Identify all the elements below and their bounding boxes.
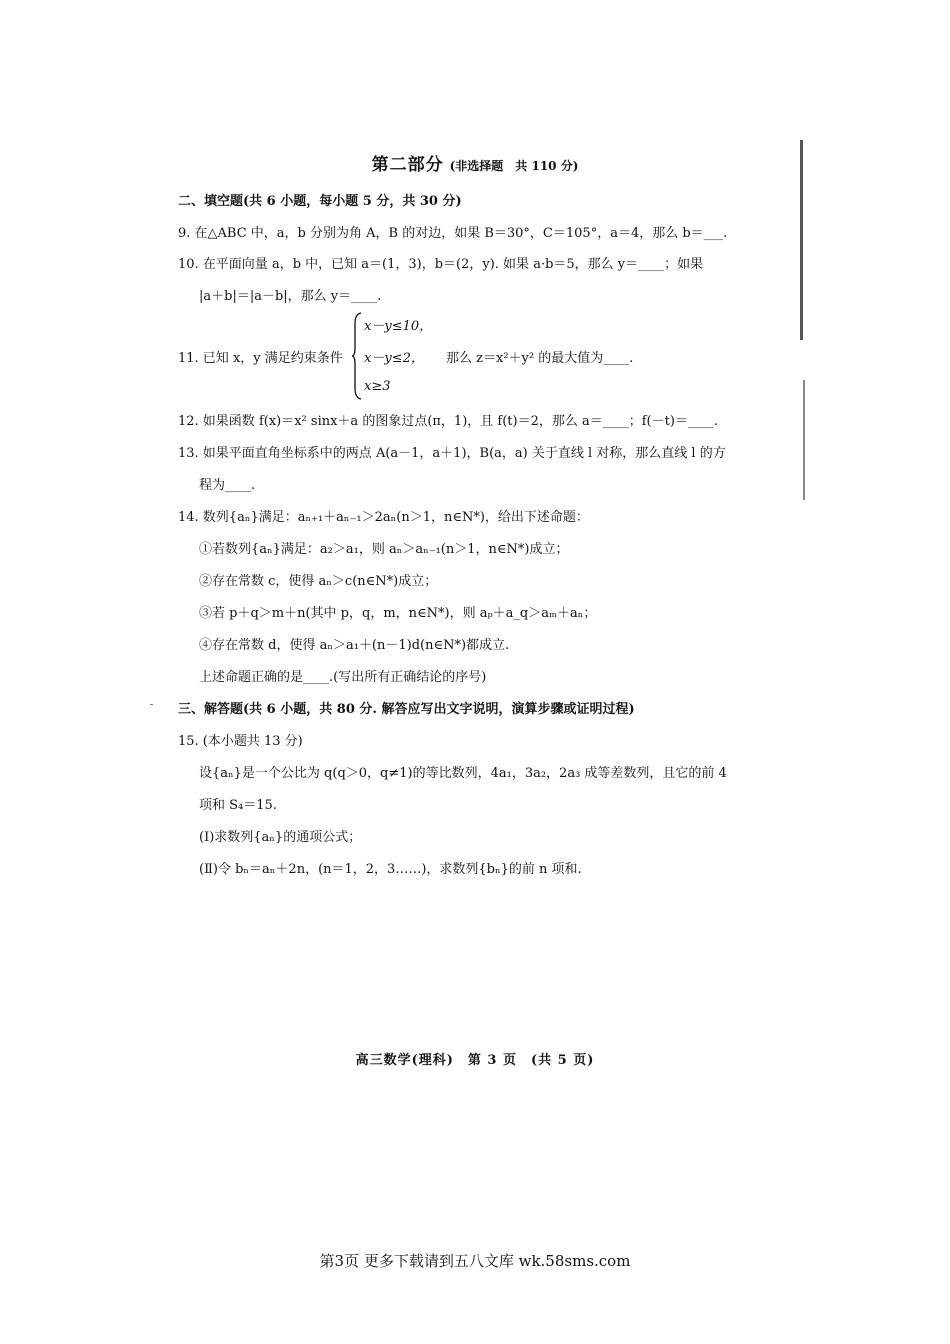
scan-speck [150, 704, 153, 705]
section3-header: 三、解答题(共 6 小题，共 80 分. 解答应写出文字说明，演算步骤或证明过程) [178, 702, 635, 717]
constraint-1: x－y≤10， [364, 319, 433, 334]
question-14-tail: 上述命题正确的是____.(写出所有正确结论的序号) [199, 670, 487, 685]
constraint-3: x≥3 [364, 379, 391, 394]
question-14-option-1: ①若数列{aₙ}满足：a₂＞a₁，则 aₙ＞aₙ₋₁(n＞1，n∈N*)成立； [199, 542, 569, 557]
question-10-line1: 10. 在平面向量 a，b 中，已知 a＝(1，3)，b＝(2，y). 如果 a·b＝5，那么 y＝____；如果 [178, 257, 704, 272]
question-15-line2: 项和 S₄＝15. [199, 798, 277, 813]
brace-icon [352, 312, 362, 400]
question-14-stem: 14. 数列{aₙ}满足：aₙ₊₁＋aₙ₋₁＞2aₙ(n＞1，n∈N*)，给出下述命题： [178, 510, 589, 525]
question-15-part-2: (Ⅱ)令 bₙ＝aₙ＋2n，(n＝1，2，3……)，求数列{bₙ}的前 n 项和. [199, 862, 582, 877]
question-14-option-4: ④存在常数 d，使得 aₙ＞a₁＋(n－1)d(n∈N*)都成立. [199, 638, 510, 653]
download-watermark: 第3页 更多下载请到五八文库 wk.58sms.com [319, 1252, 631, 1270]
section2-header: 二、填空题(共 6 小题，每小题 5 分，共 30 分) [178, 194, 462, 209]
question-15-title: 15. (本小题共 13 分) [178, 734, 303, 749]
question-13-line1: 13. 如果平面直角坐标系中的两点 A(a－1，a＋1)，B(a，a) 关于直线 l 对称，那么直线 l 的方 [178, 446, 726, 461]
part-title-main: 第二部分 [371, 155, 444, 175]
scan-edge-line-lower [803, 380, 805, 500]
page-footer: 高三数学(理科) 第 3 页 (共 5 页) [355, 1053, 595, 1068]
question-10-line2: |a＋b|＝|a－b|，那么 y＝____. [199, 289, 382, 304]
question-12: 12. 如果函数 f(x)＝x² sinx＋a 的图象过点(π，1)，且 f(t)＝2，那么 a＝____；f(－t)＝____. [178, 414, 719, 429]
constraint-2: x－y≤2， [364, 351, 424, 366]
question-9: 9. 在△ABC 中，a，b 分别为角 A，B 的对边，如果 B＝30°，C＝105°，a＝4，那么 b＝___. [178, 226, 728, 241]
question-13-line2: 程为____. [199, 478, 256, 493]
question-15-line1: 设{aₙ}是一个公比为 q(q＞0，q≠1)的等比数列，4a₁，3a₂，2a₃ 成等差数列，且它的前 4 [199, 766, 727, 781]
question-11-suffix: 那么 z＝x²＋y² 的最大值为____. [446, 351, 634, 366]
question-11-prefix: 11. 已知 x，y 满足约束条件 [178, 351, 343, 366]
question-14-option-2: ②存在常数 c，使得 aₙ＞c(n∈N*)成立； [199, 574, 438, 589]
question-15-part-1: (Ⅰ)求数列{aₙ}的通项公式； [199, 830, 362, 845]
part-title-sub: (非选择题 共 110 分) [449, 159, 579, 173]
part-title [0, 150, 950, 175]
question-14-option-3: ③若 p＋q＞m＋n(其中 p，q，m，n∈N*)，则 aₚ＋a_q＞aₘ＋aₙ； [199, 606, 597, 621]
